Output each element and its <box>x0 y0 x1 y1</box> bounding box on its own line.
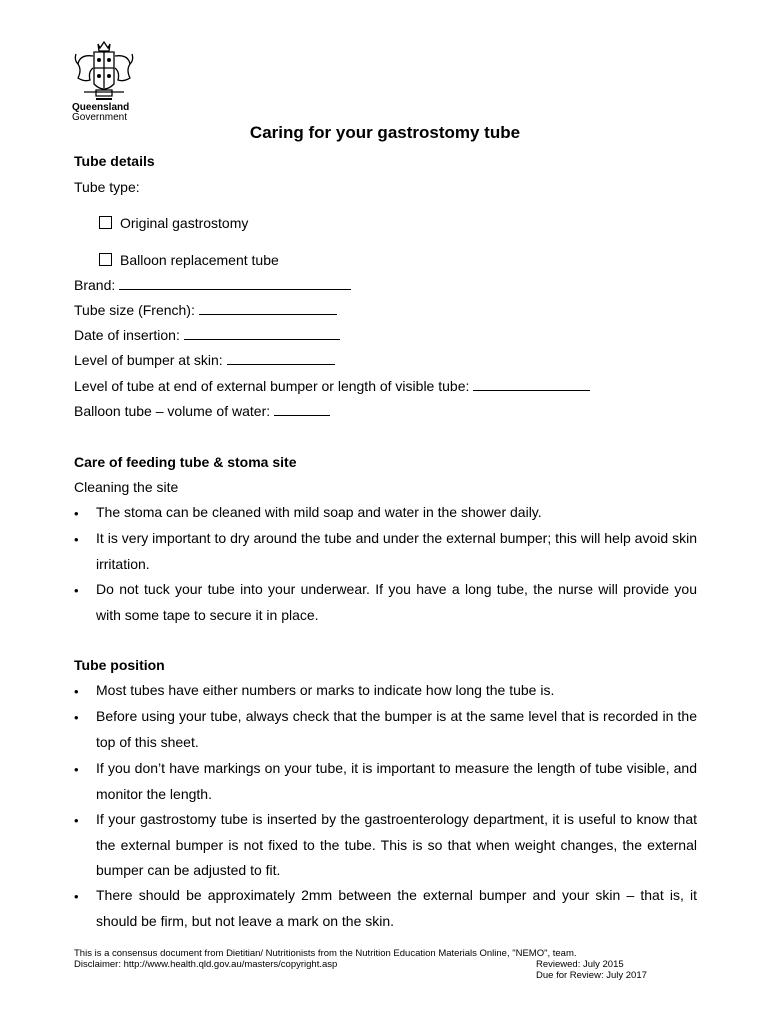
option-label: Balloon replacement tube <box>120 252 279 268</box>
bullet-icon: • <box>74 684 79 699</box>
list-item: Before using your tube, always check that the bumper is at the same level that is recorded in the top of this sheet. <box>96 708 697 750</box>
field-brand[interactable] <box>74 277 351 293</box>
section-heading-tube-position: Tube position <box>74 657 165 673</box>
logo-text-line2: Government <box>72 112 128 123</box>
field-label: Tube size (French): <box>74 302 195 318</box>
footer-consensus-note: This is a consensus document from Dietitian/ Nutritionists from the Nutrition Education Materials Online, "NEMO", team. <box>74 948 577 959</box>
blank-line[interactable] <box>227 352 335 365</box>
field-tube-size[interactable] <box>74 302 337 318</box>
blank-line[interactable] <box>199 302 337 315</box>
section-heading-care: Care of feeding tube & stoma site <box>74 454 297 470</box>
field-label: Brand: <box>74 277 116 293</box>
coat-of-arms-icon <box>72 40 136 102</box>
option-balloon-replacement[interactable] <box>99 252 279 268</box>
bullet-icon: • <box>74 813 79 828</box>
list-item: The stoma can be cleaned with mild soap and water in the shower daily. <box>96 504 542 520</box>
checkbox[interactable] <box>99 253 112 266</box>
field-label: Balloon tube – volume of water: <box>74 403 271 419</box>
field-bumper-level[interactable] <box>74 352 335 368</box>
footer-due-for-review: Due for Review: July 2017 <box>536 970 647 981</box>
field-label: Level of tube at end of external bumper or length of visible tube: <box>74 378 470 394</box>
blank-line[interactable] <box>184 327 340 340</box>
option-original-gastrostomy[interactable] <box>99 215 248 231</box>
bullet-icon: • <box>74 506 79 521</box>
footer-disclaimer: Disclaimer: http://www.health.qld.gov.au/masters/copyright.asp <box>74 959 338 970</box>
footer-reviewed: Reviewed: July 2015 <box>536 959 624 970</box>
bullet-icon: • <box>74 710 79 725</box>
field-label: Date of insertion: <box>74 327 180 343</box>
field-balloon-volume[interactable] <box>74 403 330 419</box>
bullet-icon: • <box>74 762 79 777</box>
section-heading-tube-details: Tube details <box>74 153 155 169</box>
list-item: If your gastrostomy tube is inserted by the gastroenterology department, it is useful to know that the external bumper is not fixed to the tube. This is so that when weight changes, the external bumper can be adjusted to fit. <box>96 811 697 878</box>
list-item: Do not tuck your tube into your underwear. If you have a long tube, the nurse will provide you with some tape to secure it in place. <box>96 581 697 623</box>
list-item: It is very important to dry around the tube and under the external bumper; this will help avoid skin irritation. <box>96 530 697 572</box>
option-label: Original gastrostomy <box>120 215 249 231</box>
list-item: If you don’t have markings on your tube, it is important to measure the length of tube visible, and monitor the length. <box>96 760 697 802</box>
list-item: There should be approximately 2mm between the external bumper and your skin – that is, it should be firm, but not leave a mark on the skin. <box>96 887 697 929</box>
subheading-cleaning: Cleaning the site <box>74 479 179 495</box>
footer <box>74 948 664 981</box>
bullet-icon: • <box>74 532 79 547</box>
bullet-icon: • <box>74 889 79 904</box>
list-item: Most tubes have either numbers or marks to indicate how long the tube is. <box>96 682 555 698</box>
footer-row <box>74 970 664 981</box>
bullet-icon: • <box>74 583 79 598</box>
field-label: Level of bumper at skin: <box>74 352 223 368</box>
blank-line[interactable] <box>119 277 351 290</box>
page-title: Caring for your gastrostomy tube <box>249 123 521 142</box>
field-tube-level[interactable] <box>74 378 590 394</box>
checkbox[interactable] <box>99 216 112 229</box>
queensland-government-logo <box>72 40 142 123</box>
footer-row <box>74 959 664 970</box>
logo-text-line1: Queensland <box>72 102 130 113</box>
blank-line[interactable] <box>473 378 590 391</box>
blank-line[interactable] <box>274 403 330 416</box>
tube-type-label: Tube type: <box>74 179 140 195</box>
field-date-of-insertion[interactable] <box>74 327 340 343</box>
